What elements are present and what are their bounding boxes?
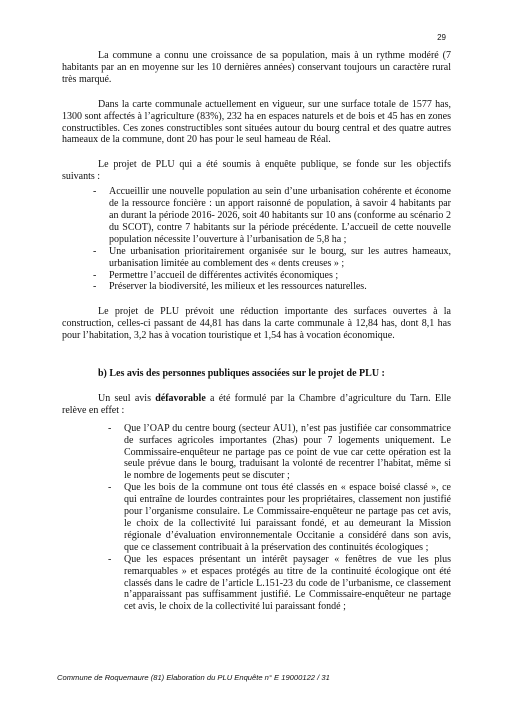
paragraph-surface-reduction: Le projet de PLU prévoit une réduction importante des surfaces ouvertes à la construction, celles-ci passant de 44,81 has dans la carte communale à 12,84 has, dont 8,1 has pour l’habitation, 3,2 has à vocation touristique et 1,54 has à vocation économique.	[62, 306, 451, 342]
paragraph-population-growth: La commune a connu une croissance de sa population, mais à un rythme modéré (7 habitants par an en moyenne sur les 10 dernières années) conservant toujours un caractère rural très marqué.	[62, 50, 451, 85]
paragraph-objectives-intro: Le projet de PLU qui a été soumis à enquête publique, se fonde sur les objectifs suivants :	[62, 159, 451, 183]
opinion-text-after: a été formulé par la Chambre d’agriculture du Tarn. Elle relève en effet :	[62, 392, 451, 416]
list-item: - Accueillir une nouvelle population au sein d’une urbanisation cohérente et économe de la ressource foncière : un apport raisonné de population, à savoir 4 habitants par an durant la période 2016- 2026, soit 40 habitants sur 10 ans (conforme au scénario 2 du SCOT), contre 7 habitants sur la période précédente. L’accueil de cette nouvelle population nécessite l’ouverture à l’urbanisation de 5,8 ha ;	[109, 186, 451, 246]
remarks-list	[62, 423, 451, 614]
list-item: - Préserver la biodiversité, les milieux et les ressources naturelles.	[109, 281, 451, 293]
list-item: - Que les bois de la commune ont tous été classés en « espace boisé classé », ce qui entraîne de lourdes contraintes pour les propriétaires, classement non justifié pour l’organisme consulaire. Le Commissaire-enquêteur ne partage pas cet avis, le choix de la collectivité lui paraissant fondé, et au demeurant la Mission régionale d’évaluation environnementale Occitanie a considéré dans son avis, que ce classement contribuait à la préservation des continuités écologiques ;	[124, 482, 451, 553]
opinion-unfavorable: défavorable	[155, 392, 206, 404]
list-item: - Que les espaces présentant un intérêt paysager « fenêtres de vue les plus remarquables » et espaces protégés au titre de la continuité écologique ont été classés dans le cadre de l’article L.151-23 du code de l’urbanisme, ce classement n’apparaissant pas suffisamment justifié. Le Commissaire-enquêteur ne partage cet avis, le choix de la collectivité lui paraissant fondé ;	[124, 554, 451, 614]
page-footer: Commune de Roquemaure (81) Elaboration du PLU Enquête n° E 19000122 / 31	[57, 673, 330, 682]
paragraph-land-use: Dans la carte communale actuellement en vigueur, sur une surface totale de 1577 has, 1300 sont affectés à l’agriculture (83%), 232 ha en espaces naturels et de bois et 45 has en zones constructibles. Ces zones constructibles sont situées autour du bourg central et des quatre autres hameaux de la commune, dont 20 has pour le seul hameau de Réal.	[62, 98, 451, 146]
paragraph-chamber-opinion	[62, 393, 451, 417]
page-number: 29	[437, 33, 446, 42]
document-body	[62, 50, 451, 613]
list-item: - Permettre l’accueil de différentes activités économiques ;	[109, 270, 451, 282]
list-item: - Que l’OAP du centre bourg (secteur AU1), n’est pas justifiée car consommatrice de surfaces agricoles importantes (2has) pour 7 logements uniquement. Le Commissaire-enquêteur ne partage pas ce point de vue car cette opération est la seule prévue dans le bourg, traduisant la volonté de recentrer l’habitat, même si le nombre de logements peut se discuter ;	[124, 423, 451, 483]
opinion-text-before: Un seul avis	[98, 392, 156, 404]
objectives-list	[62, 186, 451, 293]
section-heading: b) Les avis des personnes publiques associées sur le projet de PLU :	[98, 368, 385, 380]
list-item: - Une urbanisation prioritairement organisée sur le bourg, sur les autres hameaux, urbanisation limitée au comblement des « dents creuses » ;	[109, 246, 451, 270]
